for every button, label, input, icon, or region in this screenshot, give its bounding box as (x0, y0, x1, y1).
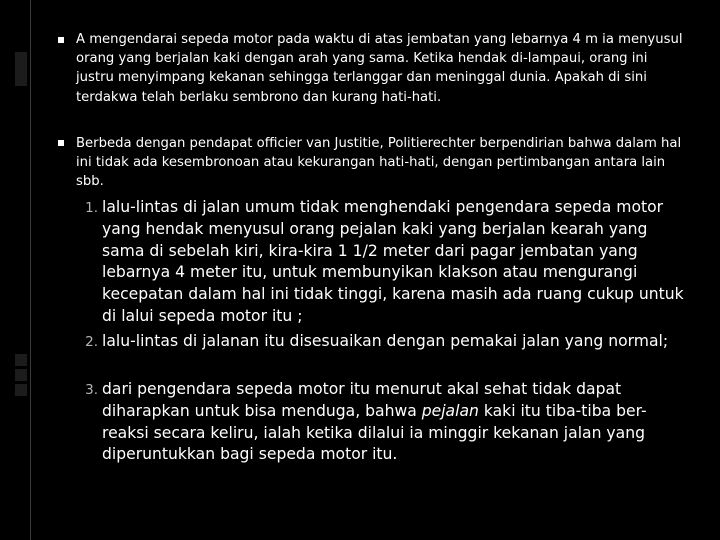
side-decoration (15, 52, 27, 86)
numbered-item: lalu-lintas di jalan umum tidak menghendaki pengendara sepeda motor yang hendak menyusul orang pejalan kaki yang berjalan kearah yang sama di sebelah kiri, kira-kira 1 1/2 meter dari pagar jembatan yang lebarnya 4 meter itu, untuk membunyikan klakson atau mengurangi kecepatan dalam hal ini tidak tinggi, karena masih ada ruang cukup untuk di lalui sepeda motor itu ; (102, 198, 684, 325)
numbered-item: lalu-lintas di jalanan itu disesuaikan dengan pemakai jalan yang normal; (102, 332, 669, 350)
list-number: 3. (85, 382, 98, 398)
numbered-item (102, 379, 692, 466)
side-decoration (15, 384, 27, 396)
list-number: 1. (85, 200, 98, 216)
item-text: dari pengendara sepeda motor itu menurut akal sehat tidak dapat diharapkan untuk bisa menduga, bahwa (102, 380, 622, 420)
bullet-paragraph: Berbeda dengan pendapat officier van Justitie, Politierechter berpendirian bahwa dalam hal ini tidak ada kesembronoan atau kekurangan hati-hati, dengan pertimbangan antara lain sbb. (76, 136, 682, 190)
bullet-paragraph: A mengendarai sepeda motor pada waktu di atas jembatan yang lebarnya 4 m ia menyusul orang yang berjalan kaki dengan arah yang sama. Ketika hendak di-lampaui, orang ini justru menyimpang kekanan sehingga terlanggar dan meninggal dunia. Apakah di sini terdakwa telah berlaku sembrono dan kurang hati-hati. (76, 32, 683, 105)
side-decoration (15, 369, 27, 381)
bullet-marker-icon (58, 37, 64, 43)
bullet-marker-icon (58, 140, 64, 146)
item-text-italic: pejalan (421, 401, 479, 420)
list-number: 2. (85, 334, 98, 350)
side-decoration (15, 354, 27, 366)
item-text: kaki itu tiba-tiba ber-reaksi secara keliru, ialah ketika dilalui ia minggir kekanan jalan yang diperuntukkan bagi sepeda motor itu. (102, 401, 647, 464)
